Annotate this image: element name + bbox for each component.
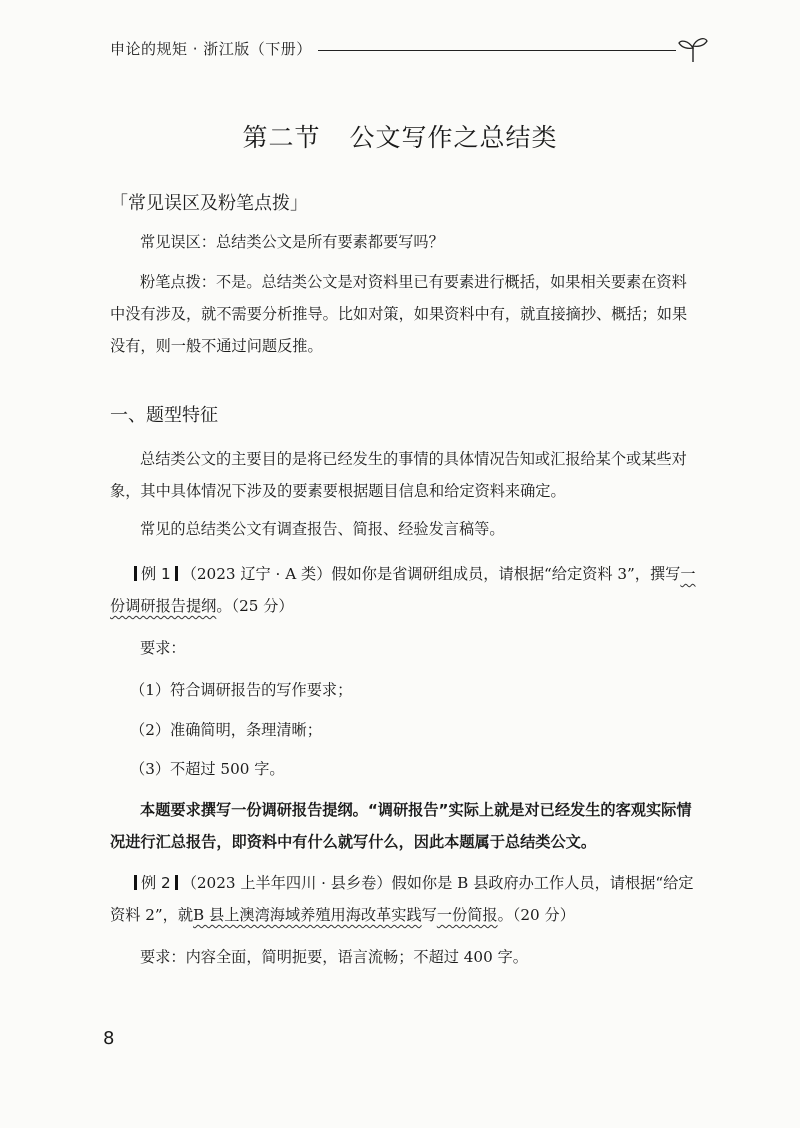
example2-text-c: 写 xyxy=(421,906,437,924)
label-bar xyxy=(134,875,137,890)
example2-text-e: 。（20 分） xyxy=(497,906,575,924)
example2-text-a: （2023 上半年四川 · 县乡卷）假如你是 B 县政府办工作人员，请根据“给定资料 2”，就 xyxy=(110,874,694,924)
example2-req: 要求：内容全面，简明扼要，语言流畅；不超过 400 字。 xyxy=(140,948,528,966)
example1-analysis: 本题要求撰写一份调研报告提纲。“调研报告”实际上就是对已经发生的客观实际情况进行汇总报告，即资料中有什么就写什么，因此本题属于总结类公文。 xyxy=(110,801,692,851)
label-bar xyxy=(175,566,178,581)
label-bar xyxy=(134,566,137,581)
running-header xyxy=(110,34,710,64)
part1-paragraph-2: 常见的总结类公文有调查报告、简报、经验发言稿等。 xyxy=(140,520,505,538)
mistake-answer xyxy=(110,266,700,362)
example1-emphasis: 一份调研报告提纲 xyxy=(110,565,696,615)
mistakes-heading: 「常见误区及粉笔点拨」 xyxy=(110,193,308,214)
example2-emphasis-2: 一份简报 xyxy=(436,906,498,924)
part1-paragraph-1: 总结类公文的主要目的是将已经发生的事情的具体情况告知或汇报给某个或某些对象，其中具体情况下涉及的要素要根据题目信息和给定资料来确定。 xyxy=(110,450,687,500)
example1-req-label: 要求： xyxy=(140,639,186,657)
label-bar xyxy=(175,875,178,890)
mistake-question xyxy=(110,226,700,258)
book-title: 申论的规矩 · 浙江版（下册） xyxy=(110,40,312,58)
answer-text: 不是。总结类公文是对资料里已有要素进行概括，如果相关要素在资料中没有涉及，就不需要分析推导。比如对策，如果资料中有，就直接摘抄、概括；如果没有，则一般不通过问题反推。 xyxy=(110,273,688,355)
question-label: 常见误区： xyxy=(140,233,216,251)
example1-question xyxy=(110,558,700,622)
answer-label: 粉笔点拨： xyxy=(140,273,216,291)
sprout-icon xyxy=(676,34,710,64)
example2-question xyxy=(110,867,700,931)
section-title: 第二节 公文写作之总结类 xyxy=(242,123,558,152)
example1-text-a: （2023 辽宁 · A 类）假如你是省调研组成员，请根据“给定资料 3”，撰写 xyxy=(181,565,681,583)
question-text: 总结类公文是所有要素都要写吗？ xyxy=(215,233,444,251)
example1-req-3: （3）不超过 500 字。 xyxy=(130,760,285,778)
page-number: 8 xyxy=(103,1028,115,1049)
example1-req-1: （1）符合调研报告的写作要求； xyxy=(130,681,353,699)
example2-emphasis-1: B 县上澳湾海域养殖用海改革实践 xyxy=(193,906,422,924)
header-rule xyxy=(318,50,676,51)
example1-req-2: （2）准确简明，条理清晰； xyxy=(130,721,322,739)
example2-label: 例 2 xyxy=(141,874,171,892)
part1-heading: 一、题型特征 xyxy=(110,405,218,426)
example1-text-c: 。（25 分） xyxy=(216,597,294,615)
example1-label: 例 1 xyxy=(141,565,171,583)
